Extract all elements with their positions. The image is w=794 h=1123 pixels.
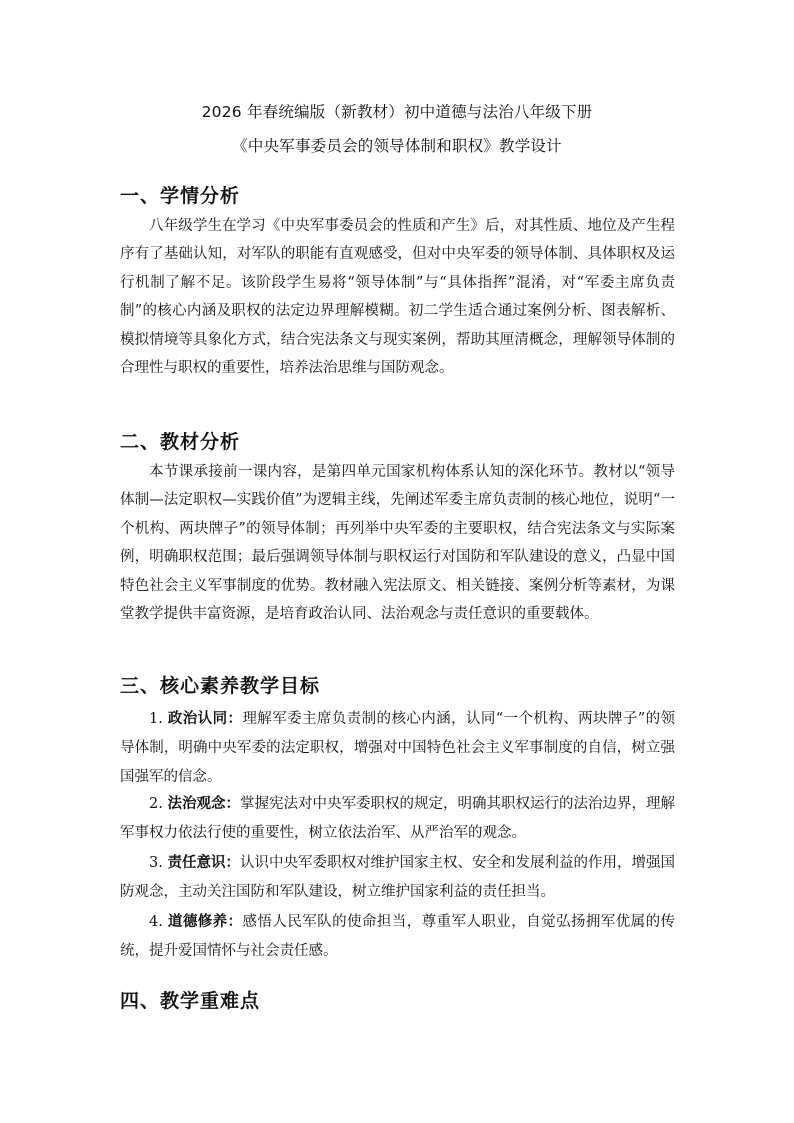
goal-text: 掌握宪法对中央军委职权的规定，明确其职权运行的法治边界，理解军事权力依法行使的重要性，树立依法治军、从严治军的观念。 bbox=[120, 796, 676, 841]
goal-text: 感悟人民军队的使命担当，尊重军人职业，自觉弘扬拥军优属的传统，提升爱国情怀与社会责任感。 bbox=[120, 914, 676, 959]
goal-label: 政治认同： bbox=[167, 710, 243, 727]
goal-item bbox=[120, 789, 675, 848]
goal-text: 理解军委主席负责制的核心内涵，认同“一个机构、两块牌子”的领导体制，明确中央军委的法定职权，增强对中国特色社会主义军事制度的自信，树立强国强军的信念。 bbox=[120, 711, 675, 785]
section-heading-learner-analysis: 一、学情分析 bbox=[120, 185, 241, 207]
goal-label: 道德修养： bbox=[167, 913, 243, 930]
goal-label: 法治观念： bbox=[167, 795, 240, 812]
section-heading-textbook-analysis: 二、教材分析 bbox=[120, 431, 241, 453]
goal-item bbox=[120, 907, 675, 966]
goal-label: 责任意识： bbox=[167, 854, 240, 871]
document-title-line-2: 《中央军事委员会的领导体制和职权》教学设计 bbox=[232, 137, 562, 155]
goal-item bbox=[120, 848, 675, 907]
goal-text: 认识中央军委职权对维护国家主权、安全和发展利益的作用，增强国防观念，主动关注国防和军队建设，树立维护国家利益的责任担当。 bbox=[120, 855, 676, 900]
learner-analysis-paragraph: 八年级学生在学习《中央军事委员会的性质和产生》后，对其性质、地位及产生程序有了基础认知，对军队的职能有直观感受，但对中央军委的领导体制、具体职权及运行机制了解不足。该阶段学生易将“领导体制”与“具体指挥”混淆，对“军委主席负责制”的核心内涵及职权的法定边界理解模糊。初二学生适合通过案例分析、图表解析、模拟情境等具象化方式，结合宪法条文与现实案例，帮助其厘清概念，理解领导体制的合理性与职权的重要性，培养法治思维与国防观念。 bbox=[120, 218, 675, 377]
goal-item bbox=[120, 704, 675, 792]
document-title-line-1: 2026 年春统编版（新教材）初中道德与法治八年级下册 bbox=[201, 103, 593, 121]
textbook-analysis-paragraph: 本节课承接前一课内容，是第四单元国家机构体系认知的深化环节。教材以“领导体制—法定职权—实践价值”为逻辑主线，先阐述军委主席负责制的核心地位，说明“一个机构、两块牌子”的领导体制；再列举中央军委的主要职权，结合宪法条文与实际案例，明确职权范围；最后强调领导体制与职权运行对国防和军队建设的意义，凸显中国特色社会主义军事制度的优势。教材融入宪法原文、相关链接、案例分析等素材，为课堂教学提供丰富资源，是培育政治认同、法治观念与责任意识的重要载体。 bbox=[120, 464, 675, 623]
section-heading-core-literacy-goals: 三、核心素养教学目标 bbox=[120, 675, 321, 697]
goal-number: 2. bbox=[149, 796, 163, 812]
goal-number: 3. bbox=[149, 855, 163, 871]
section-heading-key-difficulties: 四、教学重难点 bbox=[120, 990, 261, 1012]
goal-number: 4. bbox=[149, 914, 163, 930]
goal-number: 1. bbox=[149, 711, 163, 727]
